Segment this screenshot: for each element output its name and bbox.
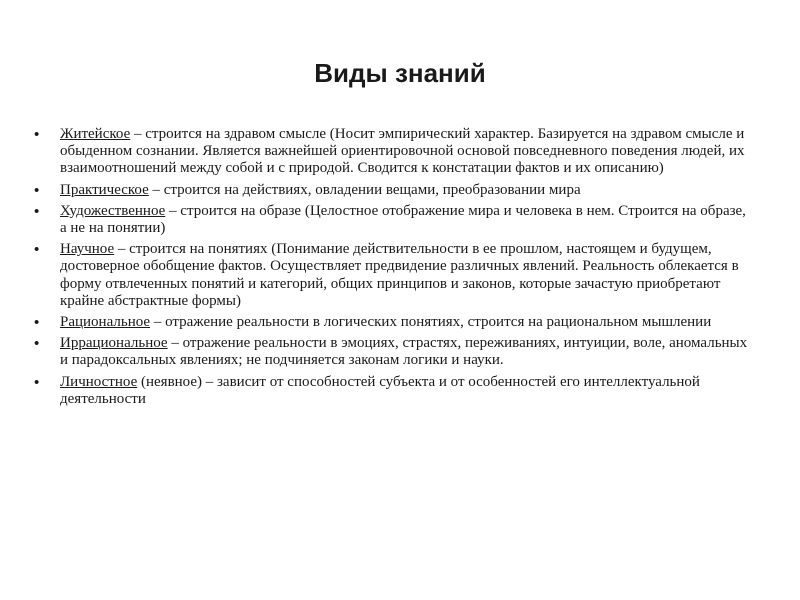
term-personal: Личностное	[60, 373, 138, 390]
term-rational: Рациональное	[60, 314, 151, 331]
description-everyday: – строится на здравом смысле (Носит эмпирический характер. Базируется на здравом смысле и обыденном сознании. Является важнейшей ориентировочной основой повседневного поведения людей, их взаимоотношений между собой и с природой. Сводится к констатации фактов и их описанию)	[60, 126, 745, 177]
bullet-icon: •	[34, 314, 40, 332]
term-artistic: Художественное	[60, 202, 166, 219]
bullet-icon: •	[34, 373, 40, 391]
slide-content	[34, 126, 754, 412]
description-artistic: – строится на образе (Целостное отображение мира и человека в нем. Строится на образе, а не на понятии)	[60, 202, 746, 237]
bullet-icon: •	[34, 126, 40, 143]
term-practical: Практическое	[60, 181, 149, 198]
bullet-icon: •	[34, 335, 40, 353]
slide-title: Виды знаний	[314, 58, 486, 88]
list-item-rational	[34, 314, 754, 331]
term-scientific: Научное	[60, 241, 115, 258]
list-item-everyday	[34, 126, 754, 178]
list-item-scientific	[34, 241, 754, 310]
list-item-artistic	[34, 203, 754, 237]
list-item-practical	[34, 182, 754, 199]
list-item-irrational	[34, 335, 754, 369]
bullet-icon: •	[34, 241, 40, 259]
description-rational: – отражение реальности в логических понятиях, строится на рациональном мышлении	[150, 314, 712, 331]
description-practical: – строится на действиях, овладении вещами, преобразовании мира	[148, 181, 581, 198]
description-scientific: – строится на понятиях (Понимание действительности в ее прошлом, настоящем и будущем, достоверное обобщение фактов. Осуществляет предвидение различных явлений. Реальность облекается в форму отвлеченных понятий и категорий, общих принципов и законов, которые зачастую приобретают крайне абстрактные формы)	[60, 241, 739, 309]
term-irrational: Иррациональное	[60, 335, 168, 352]
description-irrational: – отражение реальности в эмоциях, страстях, переживаниях, интуиции, воле, аномальных и парадоксальных явлениях; не подчиняется законам логики и науки.	[60, 335, 748, 369]
list-item-personal	[34, 374, 754, 408]
bullet-icon: •	[34, 181, 40, 199]
description-personal: (неявное) – зависит от способностей субъекта и от особенностей его интеллектуальной деятельности	[60, 373, 700, 407]
knowledge-types-list	[34, 126, 754, 408]
term-everyday: Житейское	[60, 126, 131, 142]
bullet-icon: •	[34, 202, 40, 220]
